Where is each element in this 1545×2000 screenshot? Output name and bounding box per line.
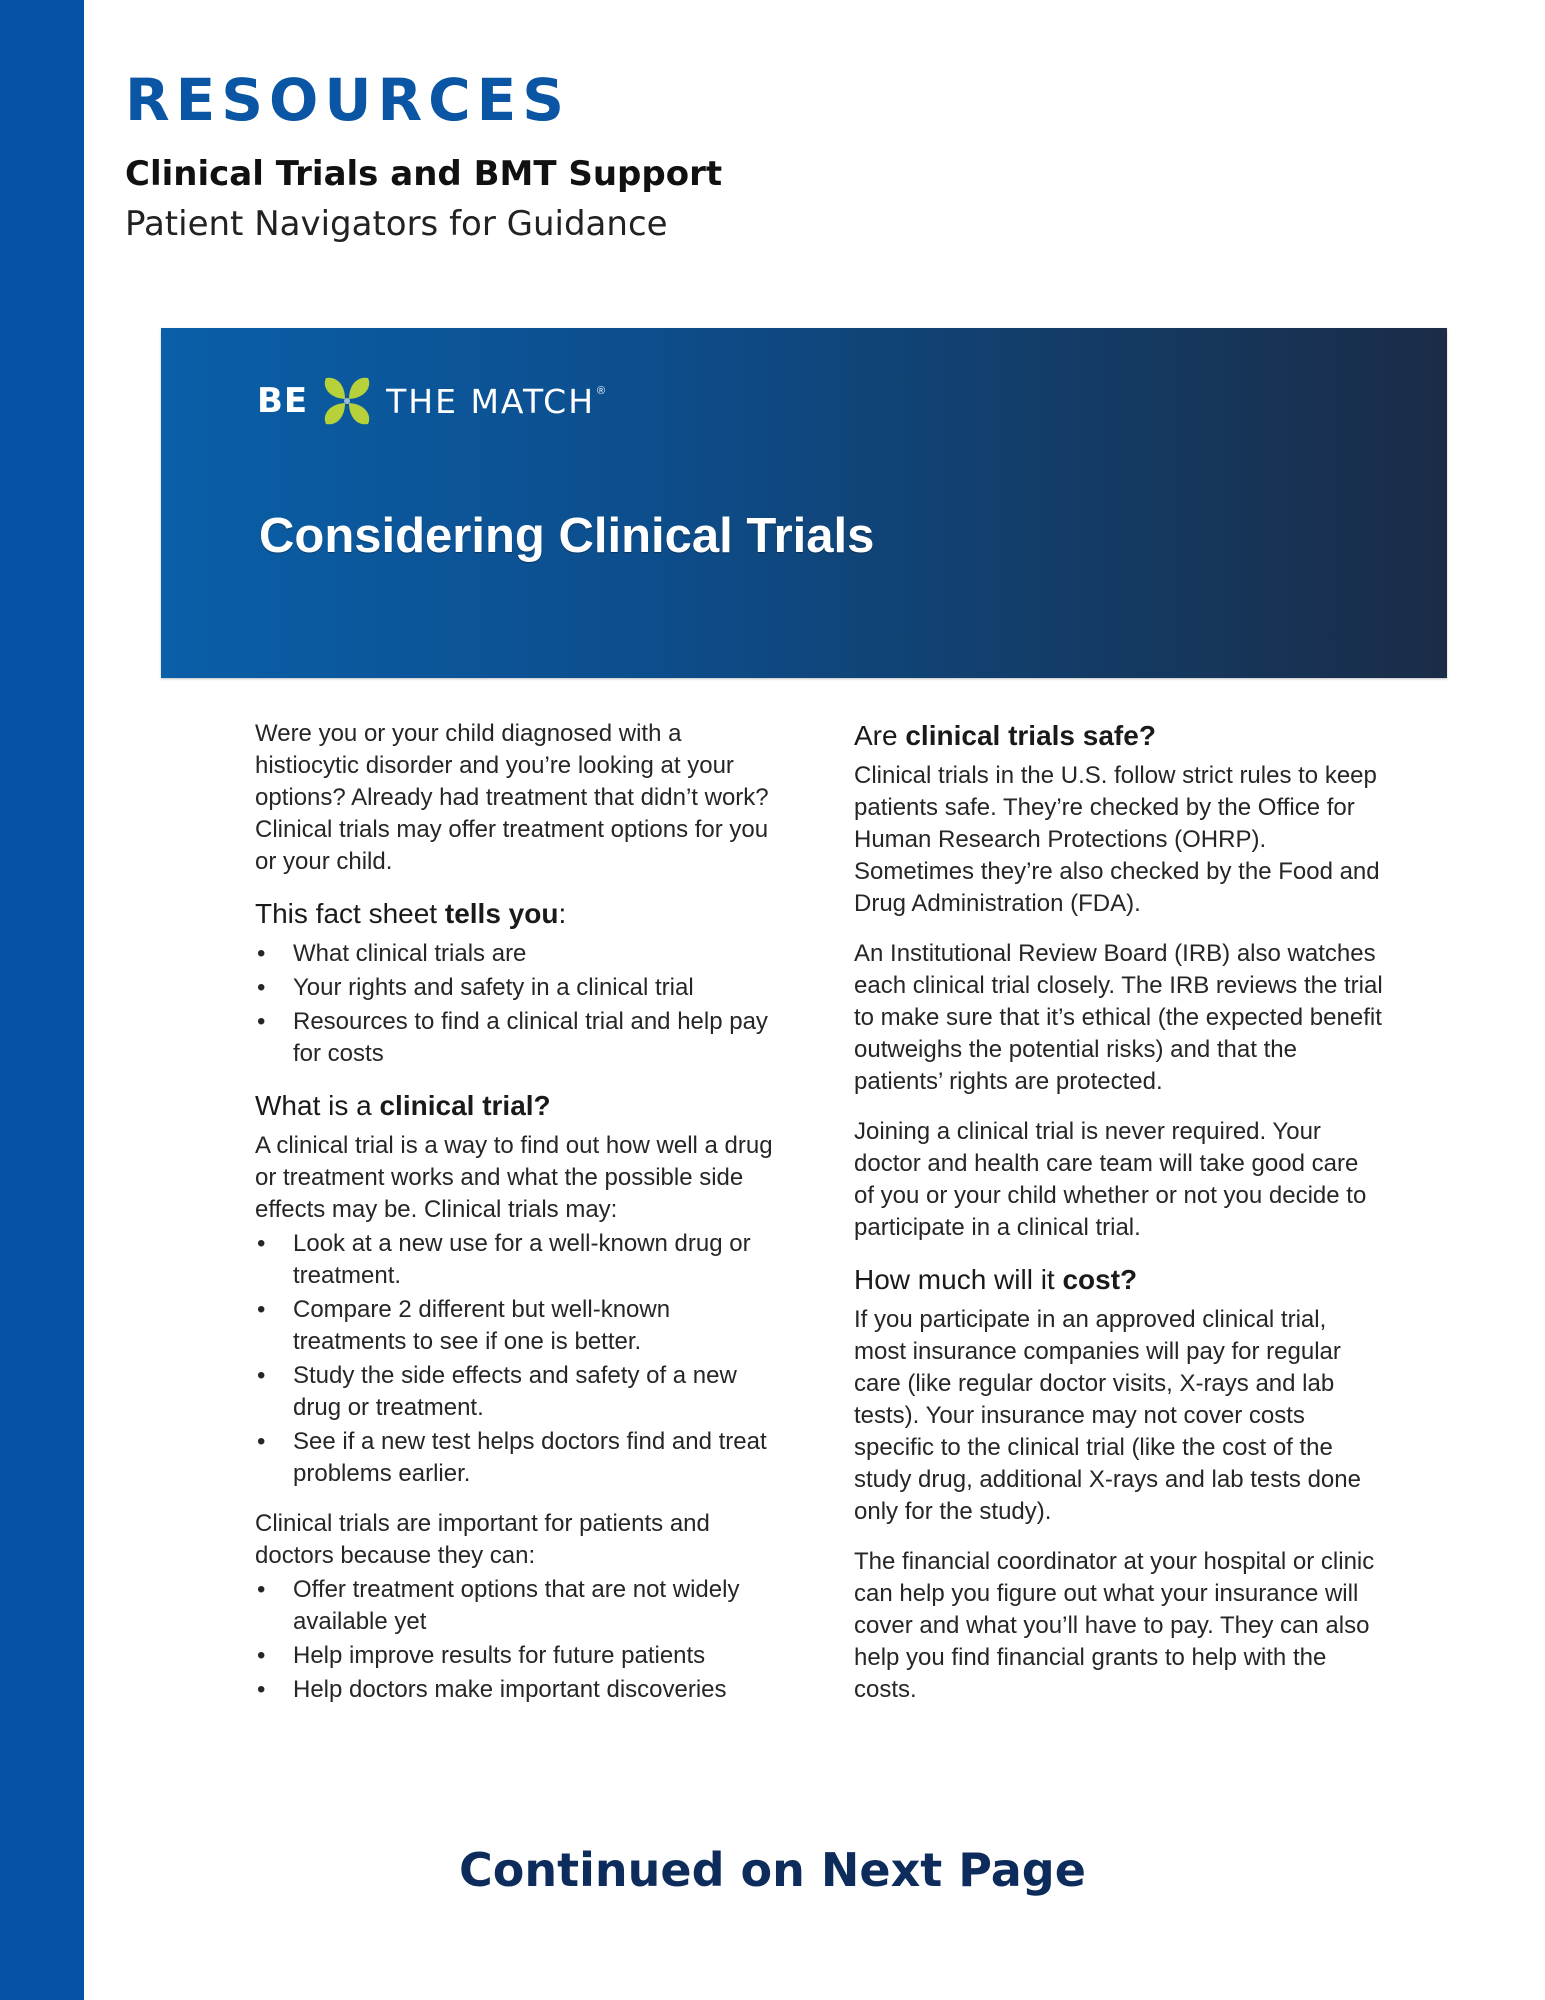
heading-text: What is a	[255, 1090, 380, 1121]
left-column	[255, 718, 785, 1724]
list-item-text: Offer treatment options that are not widely available yet	[293, 1576, 740, 1635]
list-item	[255, 1294, 785, 1358]
fact-sheet-heading	[255, 896, 785, 932]
bullet-icon: •	[257, 1008, 266, 1035]
list-item-text: Help improve results for future patients	[293, 1642, 706, 1669]
safety-paragraph-1: Clinical trials in the U.S. follow strict rules to keep patients safe. They’re checked by the Office for Human Research Protections (OHRP). Sometimes they’re also checked by the Food and Drug Administration (FDA).	[854, 762, 1380, 917]
important-paragraph: Clinical trials are important for patients and doctors because they can:	[255, 1510, 710, 1569]
bullet-icon: •	[257, 1642, 266, 1669]
safety-paragraph-3: Joining a clinical trial is never required. Your doctor and health care team will take good care of you or your child whether or not you decide to participate in a clinical trial.	[854, 1118, 1367, 1241]
fact-sheet-list	[255, 938, 785, 1070]
what-is-list	[255, 1228, 785, 1490]
logo-registered-mark: ®	[597, 385, 606, 397]
fact-sheet	[161, 328, 1447, 1748]
list-item-text: Look at a new use for a well-known drug or treatment.	[293, 1230, 751, 1289]
list-item	[255, 938, 785, 970]
cost-paragraph-2: The financial coordinator at your hospital or clinic can help you figure out what your insurance will cover and what you’ll have to pay. They can also help you find financial grants to help with the costs.	[854, 1548, 1375, 1703]
continued-footer: Continued on Next Page	[459, 1843, 1086, 1897]
list-item-text: Study the side effects and safety of a new drug or treatment.	[293, 1362, 737, 1421]
be-the-match-logo	[257, 370, 605, 432]
what-is-paragraph: A clinical trial is a way to find out how well a drug or treatment works and what the possible side effects may be. Clinical trials may:	[255, 1132, 773, 1223]
list-item	[255, 972, 785, 1004]
heading-bold-text: clinical trials safe?	[905, 720, 1156, 751]
list-item	[255, 1674, 785, 1706]
bullet-icon: •	[257, 1676, 266, 1703]
heading-bold-text: clinical trial?	[379, 1090, 551, 1121]
heading-text: This fact sheet	[255, 898, 445, 929]
what-is-heading	[255, 1088, 785, 1124]
safety-heading	[854, 718, 1384, 754]
side-accent-bar	[0, 0, 84, 2000]
heading-text: How much will it	[854, 1264, 1063, 1295]
logo-petal-icon	[316, 370, 378, 432]
logo-the-match-text: THE MATCH	[386, 381, 596, 421]
fact-sheet-banner	[161, 328, 1447, 678]
bullet-icon: •	[257, 1296, 266, 1323]
list-item-text: Compare 2 different but well-known treatments to see if one is better.	[293, 1296, 671, 1355]
bullet-icon: •	[257, 1428, 266, 1455]
list-item	[255, 1640, 785, 1672]
bullet-icon: •	[257, 974, 266, 1001]
list-item	[255, 1360, 785, 1424]
important-list	[255, 1574, 785, 1706]
heading-bold-text: tells you	[444, 898, 559, 929]
page-header	[125, 60, 722, 246]
page-tagline: Patient Navigators for Guidance	[125, 204, 668, 244]
list-item	[255, 1228, 785, 1292]
bullet-icon: •	[257, 1576, 266, 1603]
heading-tail-text: :	[558, 898, 567, 929]
bullet-icon: •	[257, 1362, 266, 1389]
cost-paragraph-1: If you participate in an approved clinical trial, most insurance companies will pay for regular care (like regular doctor visits, X-rays and lab tests). Your insurance may not cover costs specific to the clinical trial (like the cost of the study drug, additional X-rays and lab tests done only for the study).	[854, 1306, 1361, 1525]
page-title: RESOURCES	[125, 66, 571, 134]
page-subtitle: Clinical Trials and BMT Support	[125, 154, 723, 194]
list-item	[255, 1426, 785, 1490]
fact-sheet-title: Considering Clinical Trials	[259, 509, 875, 563]
cost-heading	[854, 1262, 1384, 1298]
list-item-text: What clinical trials are	[293, 940, 527, 967]
logo-be-text: BE	[257, 381, 309, 421]
list-item	[255, 1574, 785, 1638]
heading-bold-text: cost?	[1062, 1264, 1138, 1295]
heading-text: Are	[854, 720, 906, 751]
list-item	[255, 1006, 785, 1070]
list-item-text: See if a new test helps doctors find and treat problems earlier.	[293, 1428, 767, 1487]
list-item-text: Your rights and safety in a clinical trial	[293, 974, 694, 1001]
bullet-icon: •	[257, 1230, 266, 1257]
list-item-text: Resources to find a clinical trial and help pay for costs	[293, 1008, 768, 1067]
bullet-icon: •	[257, 940, 266, 967]
intro-paragraph: Were you or your child diagnosed with a histiocytic disorder and you’re looking at your options? Already had treatment that didn’t work? Clinical trials may offer treatment options for you or your child.	[255, 720, 769, 875]
list-item-text: Help doctors make important discoveries	[293, 1676, 727, 1703]
safety-paragraph-2: An Institutional Review Board (IRB) also watches each clinical trial closely. The IRB reviews the trial to make sure that it’s ethical (the expected benefit outweighs the potential risks) and that the patients’ rights are protected.	[854, 940, 1383, 1095]
right-column	[854, 718, 1384, 1724]
